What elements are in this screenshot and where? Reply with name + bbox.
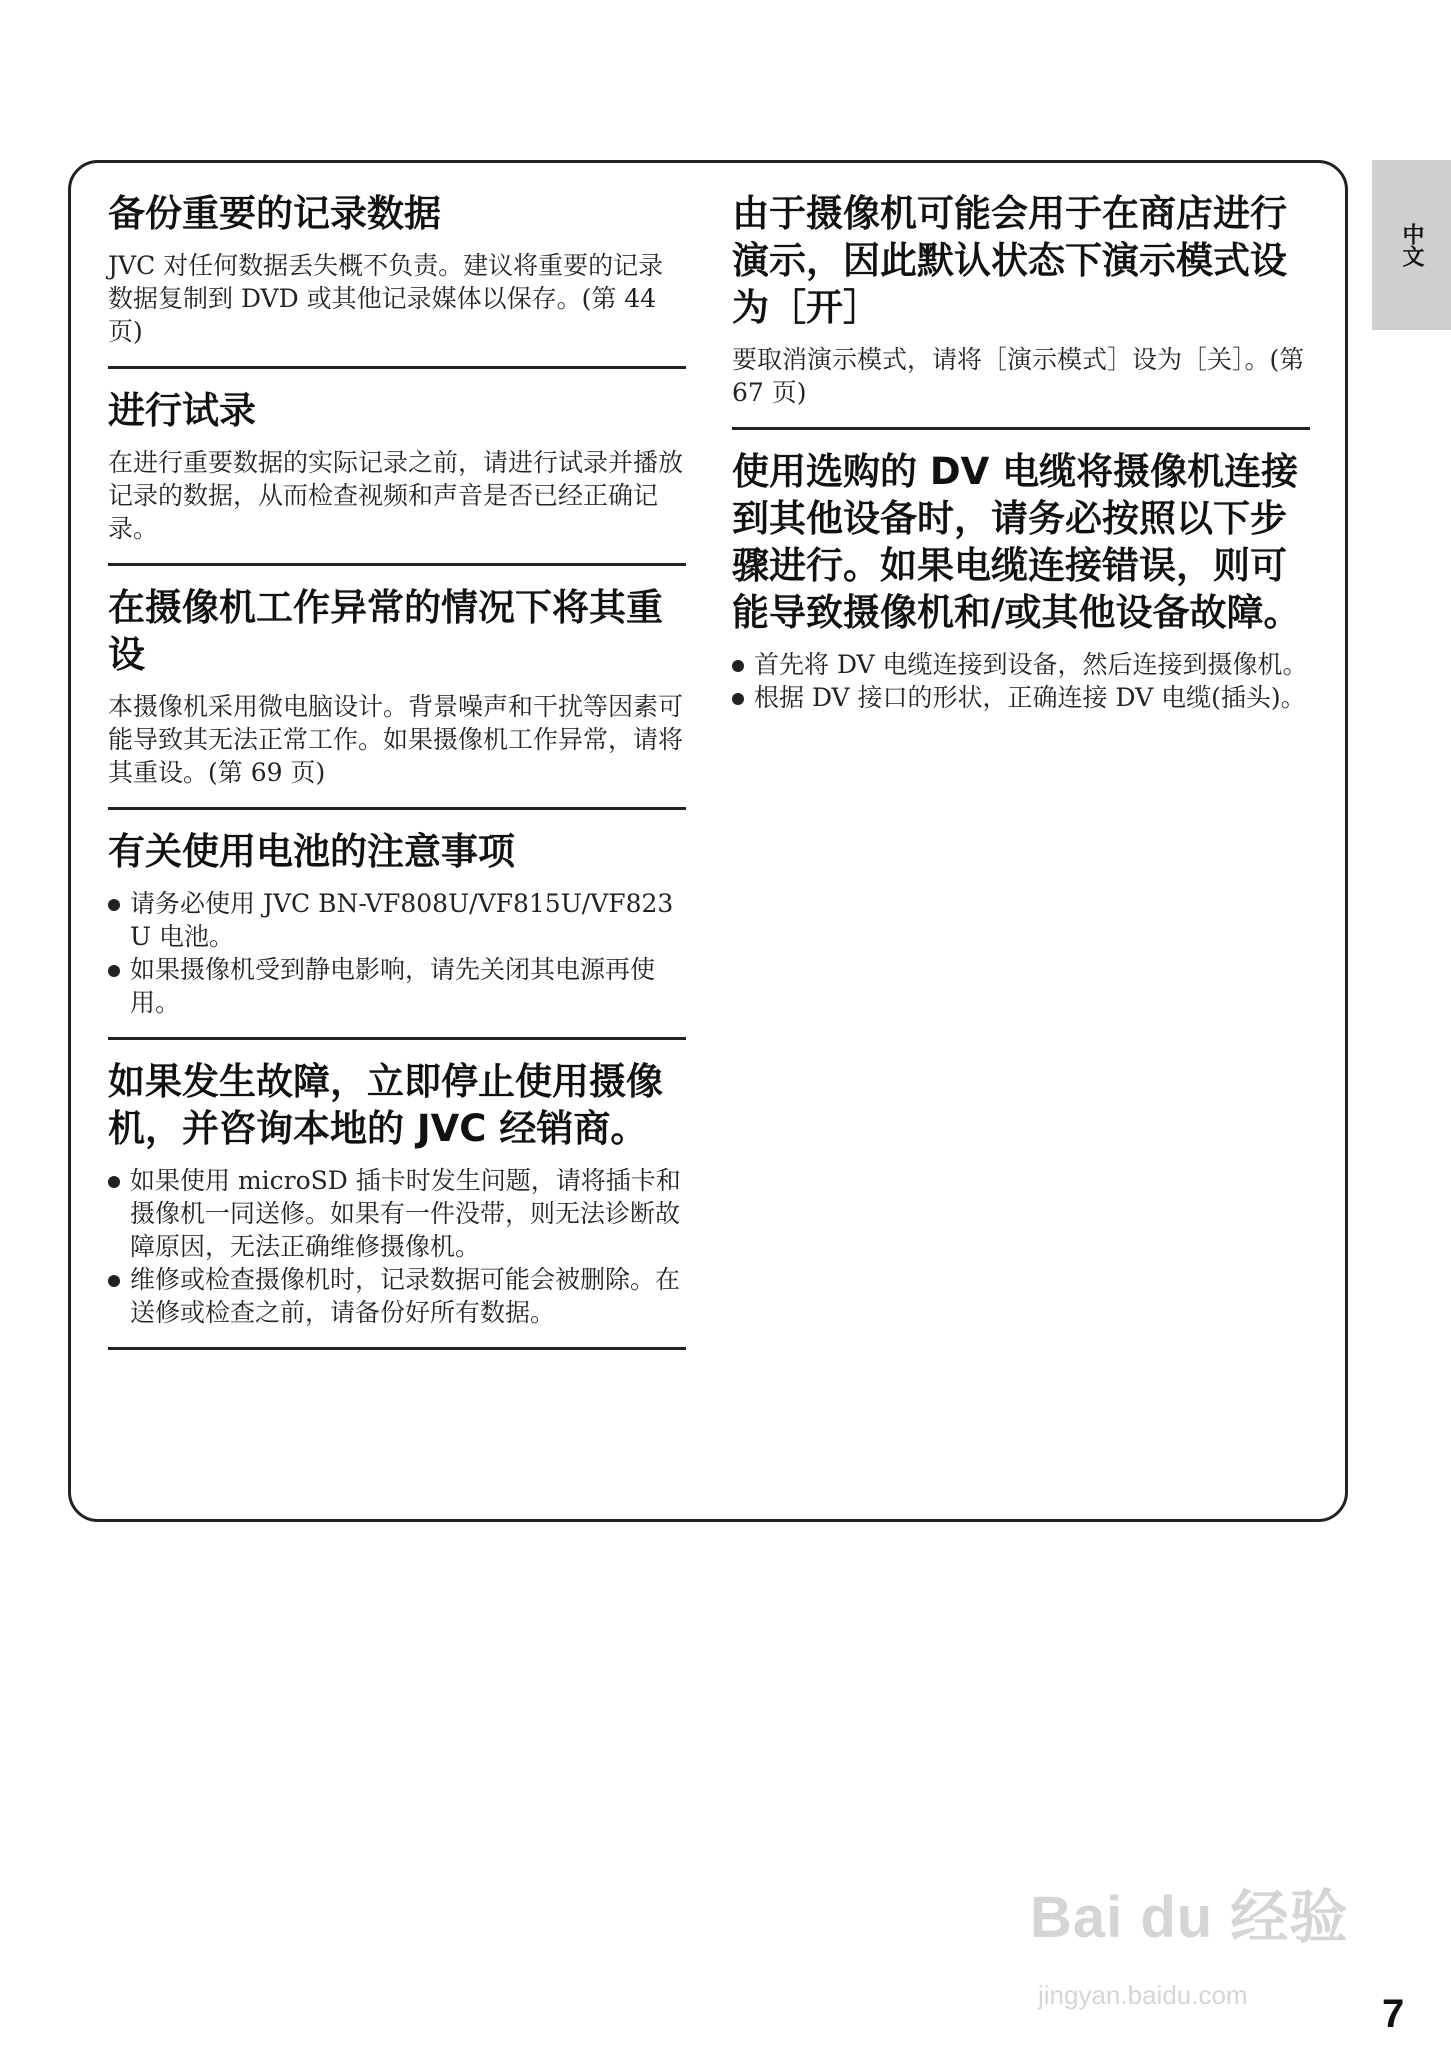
section-heading: 有关使用电池的注意事项 — [108, 830, 515, 873]
bullet-list — [732, 648, 1310, 714]
section-body: 要取消演示模式，请将［演示模式］设为［关］。(第 67 页) — [732, 345, 1305, 407]
bullet-list — [108, 887, 686, 1019]
section-reset — [108, 584, 686, 810]
left-column — [108, 190, 686, 1368]
page-number: 7 — [1382, 1992, 1405, 2036]
section-body: 在进行重要数据的实际记录之前，请进行试录并播放记录的数据，从而检查视频和声音是否已经正确记录。 — [108, 448, 684, 543]
list-item: 如果使用 microSD 插卡时发生问题，请将插卡和摄像机一同送修。如果有一件没带，则无法诊断故障原因，无法正确维修摄像机。 — [108, 1164, 686, 1263]
language-tab — [1372, 160, 1451, 330]
section-test-recording — [108, 387, 686, 566]
list-item: 请务必使用 JVC BN-VF808U/VF815U/VF823U 电池。 — [108, 887, 686, 953]
section-heading: 使用选购的 DV 电缆将摄像机连接到其他设备时，请务必按照以下步骤进行。如果电缆连接错误，则可能导致摄像机和/或其他设备故障。 — [732, 450, 1301, 634]
section-heading: 由于摄像机可能会用于在商店进行演示，因此默认状态下演示模式设为［开］ — [732, 192, 1287, 329]
language-tab-label: 中文 — [1399, 223, 1424, 267]
bullet-list — [108, 1164, 686, 1329]
list-item: 如果摄像机受到静电影响，请先关闭其电源再使用。 — [108, 953, 686, 1019]
bullet-icon — [108, 1275, 120, 1287]
section-heading: 如果发生故障，立即停止使用摄像机，并咨询本地的 JVC 经销商。 — [108, 1060, 663, 1150]
section-heading: 在摄像机工作异常的情况下将其重设 — [108, 586, 663, 676]
watermark-url: jingyan.baidu.com — [1038, 1980, 1248, 2010]
section-heading: 进行试录 — [108, 389, 256, 432]
right-column — [732, 190, 1310, 750]
watermark-text: Bai du 经验 — [1030, 1885, 1349, 1950]
section-malfunction — [108, 1058, 686, 1350]
section-heading: 备份重要的记录数据 — [108, 192, 441, 235]
list-item: 首先将 DV 电缆连接到设备，然后连接到摄像机。 — [732, 648, 1310, 681]
bullet-icon — [108, 1176, 120, 1188]
bullet-icon — [732, 660, 744, 672]
section-demo-mode — [732, 190, 1310, 430]
bullet-icon — [108, 899, 120, 911]
list-item: 根据 DV 接口的形状，正确连接 DV 电缆(插头)。 — [732, 681, 1310, 714]
baidu-watermark — [1030, 1870, 1360, 2030]
section-backup — [108, 190, 686, 369]
section-battery — [108, 828, 686, 1040]
bullet-icon — [732, 693, 744, 705]
list-item: 维修或检查摄像机时，记录数据可能会被删除。在送修或检查之前，请备份好所有数据。 — [108, 1263, 686, 1329]
section-body: JVC 对任何数据丢失概不负责。建议将重要的记录数据复制到 DVD 或其他记录媒体以保存。(第 44 页) — [108, 251, 664, 346]
section-dv-cable — [732, 448, 1310, 732]
section-body: 本摄像机采用微电脑设计。背景噪声和干扰等因素可能导致其无法正常工作。如果摄像机工作异常，请将其重设。(第 69 页) — [108, 692, 684, 787]
bullet-icon — [108, 965, 120, 977]
